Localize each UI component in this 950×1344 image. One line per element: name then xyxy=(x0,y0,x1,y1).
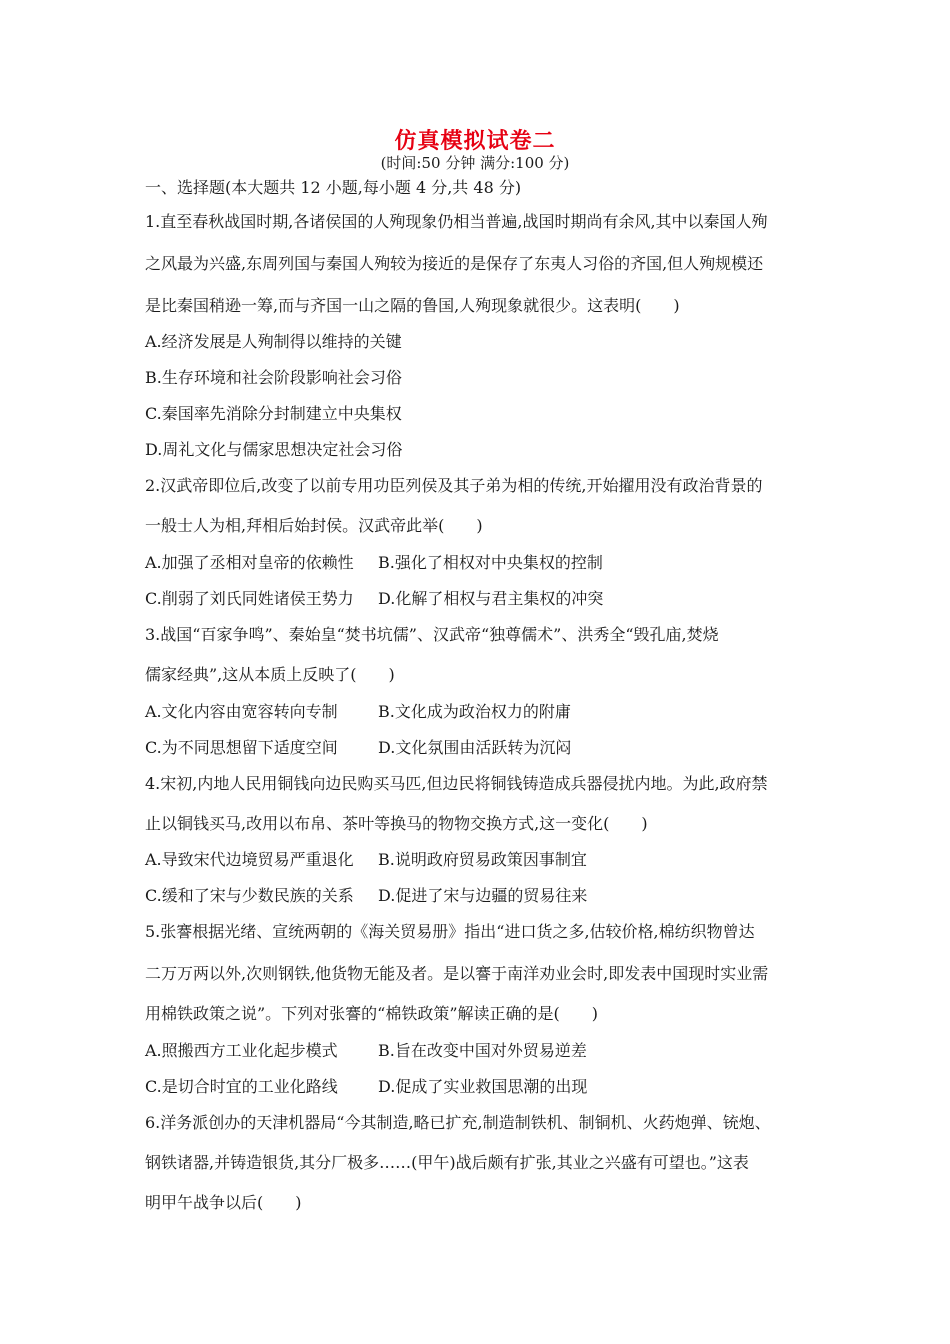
exam-subtitle: (时间:50 分钟 满分:100 分) xyxy=(380,154,570,172)
question-1-line: 1.直至春秋战国时期,各诸侯国的人殉现象仍相当普遍,战国时期尚有余风,其中以秦国人殉 xyxy=(145,212,768,231)
question-5-line: 用棉铁政策之说”。下列对张謇的“棉铁政策”解读正确的是( ) xyxy=(145,1004,599,1023)
question-6-line: 6.洋务派创办的天津机器局“今其制造,略已扩充,制造制铁机、制铜机、火药炮弹、铳炮、 xyxy=(145,1113,771,1132)
question-5-line: 5.张謇根据光绪、宣统两朝的《海关贸易册》指出“进口货之多,估较价格,棉纺织物曾达 xyxy=(145,922,755,941)
question-2-line: 一般士人为相,拜相后始封侯。汉武帝此举( ) xyxy=(145,516,483,535)
question-5-option-b: B.旨在改变中国对外贸易逆差 xyxy=(378,1041,587,1060)
question-1-option-b: B.生存环境和社会阶段影响社会习俗 xyxy=(145,368,402,387)
question-4-option-b: B.说明政府贸易政策因事制宜 xyxy=(378,850,587,869)
question-4-line: 4.宋初,内地人民用铜钱向边民购买马匹,但边民将铜钱铸造成兵器侵扰内地。为此,政府禁 xyxy=(145,774,768,793)
question-2-option-d: D.化解了相权与君主集权的冲突 xyxy=(378,589,604,608)
question-4-option-a: A.导致宋代边境贸易严重退化 xyxy=(145,850,354,869)
exam-title: 仿真模拟试卷二 xyxy=(394,128,556,154)
question-4-option-d: D.促进了宋与边疆的贸易往来 xyxy=(378,886,588,905)
question-4-option-c: C.缓和了宋与少数民族的关系 xyxy=(145,886,354,905)
question-1-line: 之风最为兴盛,东周列国与秦国人殉较为接近的是保存了东夷人习俗的齐国,但人殉规模还 xyxy=(145,254,764,273)
question-1-option-a: A.经济发展是人殉制得以维持的关键 xyxy=(145,332,402,351)
question-1-line: 是比秦国稍逊一筹,而与齐国一山之隔的鲁国,人殉现象就很少。这表明( ) xyxy=(145,296,680,315)
question-1-option-d: D.周礼文化与儒家思想决定社会习俗 xyxy=(145,440,403,459)
question-5-option-c: C.是切合时宜的工业化路线 xyxy=(145,1077,338,1096)
question-2-option-b: B.强化了相权对中央集权的控制 xyxy=(378,553,603,572)
question-5-option-a: A.照搬西方工业化起步模式 xyxy=(145,1041,338,1060)
question-1-option-c: C.秦国率先消除分封制建立中央集权 xyxy=(145,404,402,423)
question-3-option-b: B.文化成为政治权力的附庸 xyxy=(378,702,571,721)
question-6-line: 钢铁诸器,并铸造银货,其分厂极多……(甲午)战后颇有扩张,其业之兴盛有可望也。”这表 xyxy=(145,1153,749,1172)
question-2-line: 2.汉武帝即位后,改变了以前专用功臣列侯及其子弟为相的传统,开始擢用没有政治背景的 xyxy=(145,476,763,495)
question-3-option-d: D.文化氛围由活跃转为沉闷 xyxy=(378,738,572,757)
question-3-line: 儒家经典”,这从本质上反映了( ) xyxy=(145,665,395,684)
question-2-option-c: C.削弱了刘氏同姓诸侯王势力 xyxy=(145,589,354,608)
question-3-option-c: C.为不同思想留下适度空间 xyxy=(145,738,338,757)
question-2-option-a: A.加强了丞相对皇帝的依赖性 xyxy=(145,553,354,572)
question-5-option-d: D.促成了实业救国思潮的出现 xyxy=(378,1077,588,1096)
question-3-line: 3.战国“百家争鸣”、秦始皇“焚书坑儒”、汉武帝“独尊儒术”、洪秀全“毁孔庙,焚烧 xyxy=(145,625,719,644)
section-heading: 一、选择题(本大题共 12 小题,每小题 4 分,共 48 分) xyxy=(145,178,522,197)
question-6-line: 明甲午战争以后( ) xyxy=(145,1193,302,1212)
question-4-line: 止以铜钱买马,改用以布帛、茶叶等换马的物物交换方式,这一变化( ) xyxy=(145,814,648,833)
question-3-option-a: A.文化内容由宽容转向专制 xyxy=(145,702,338,721)
question-5-line: 二万万两以外,次则钢铁,他货物无能及者。是以謇于南洋劝业会时,即发表中国现时实业需 xyxy=(145,964,769,983)
